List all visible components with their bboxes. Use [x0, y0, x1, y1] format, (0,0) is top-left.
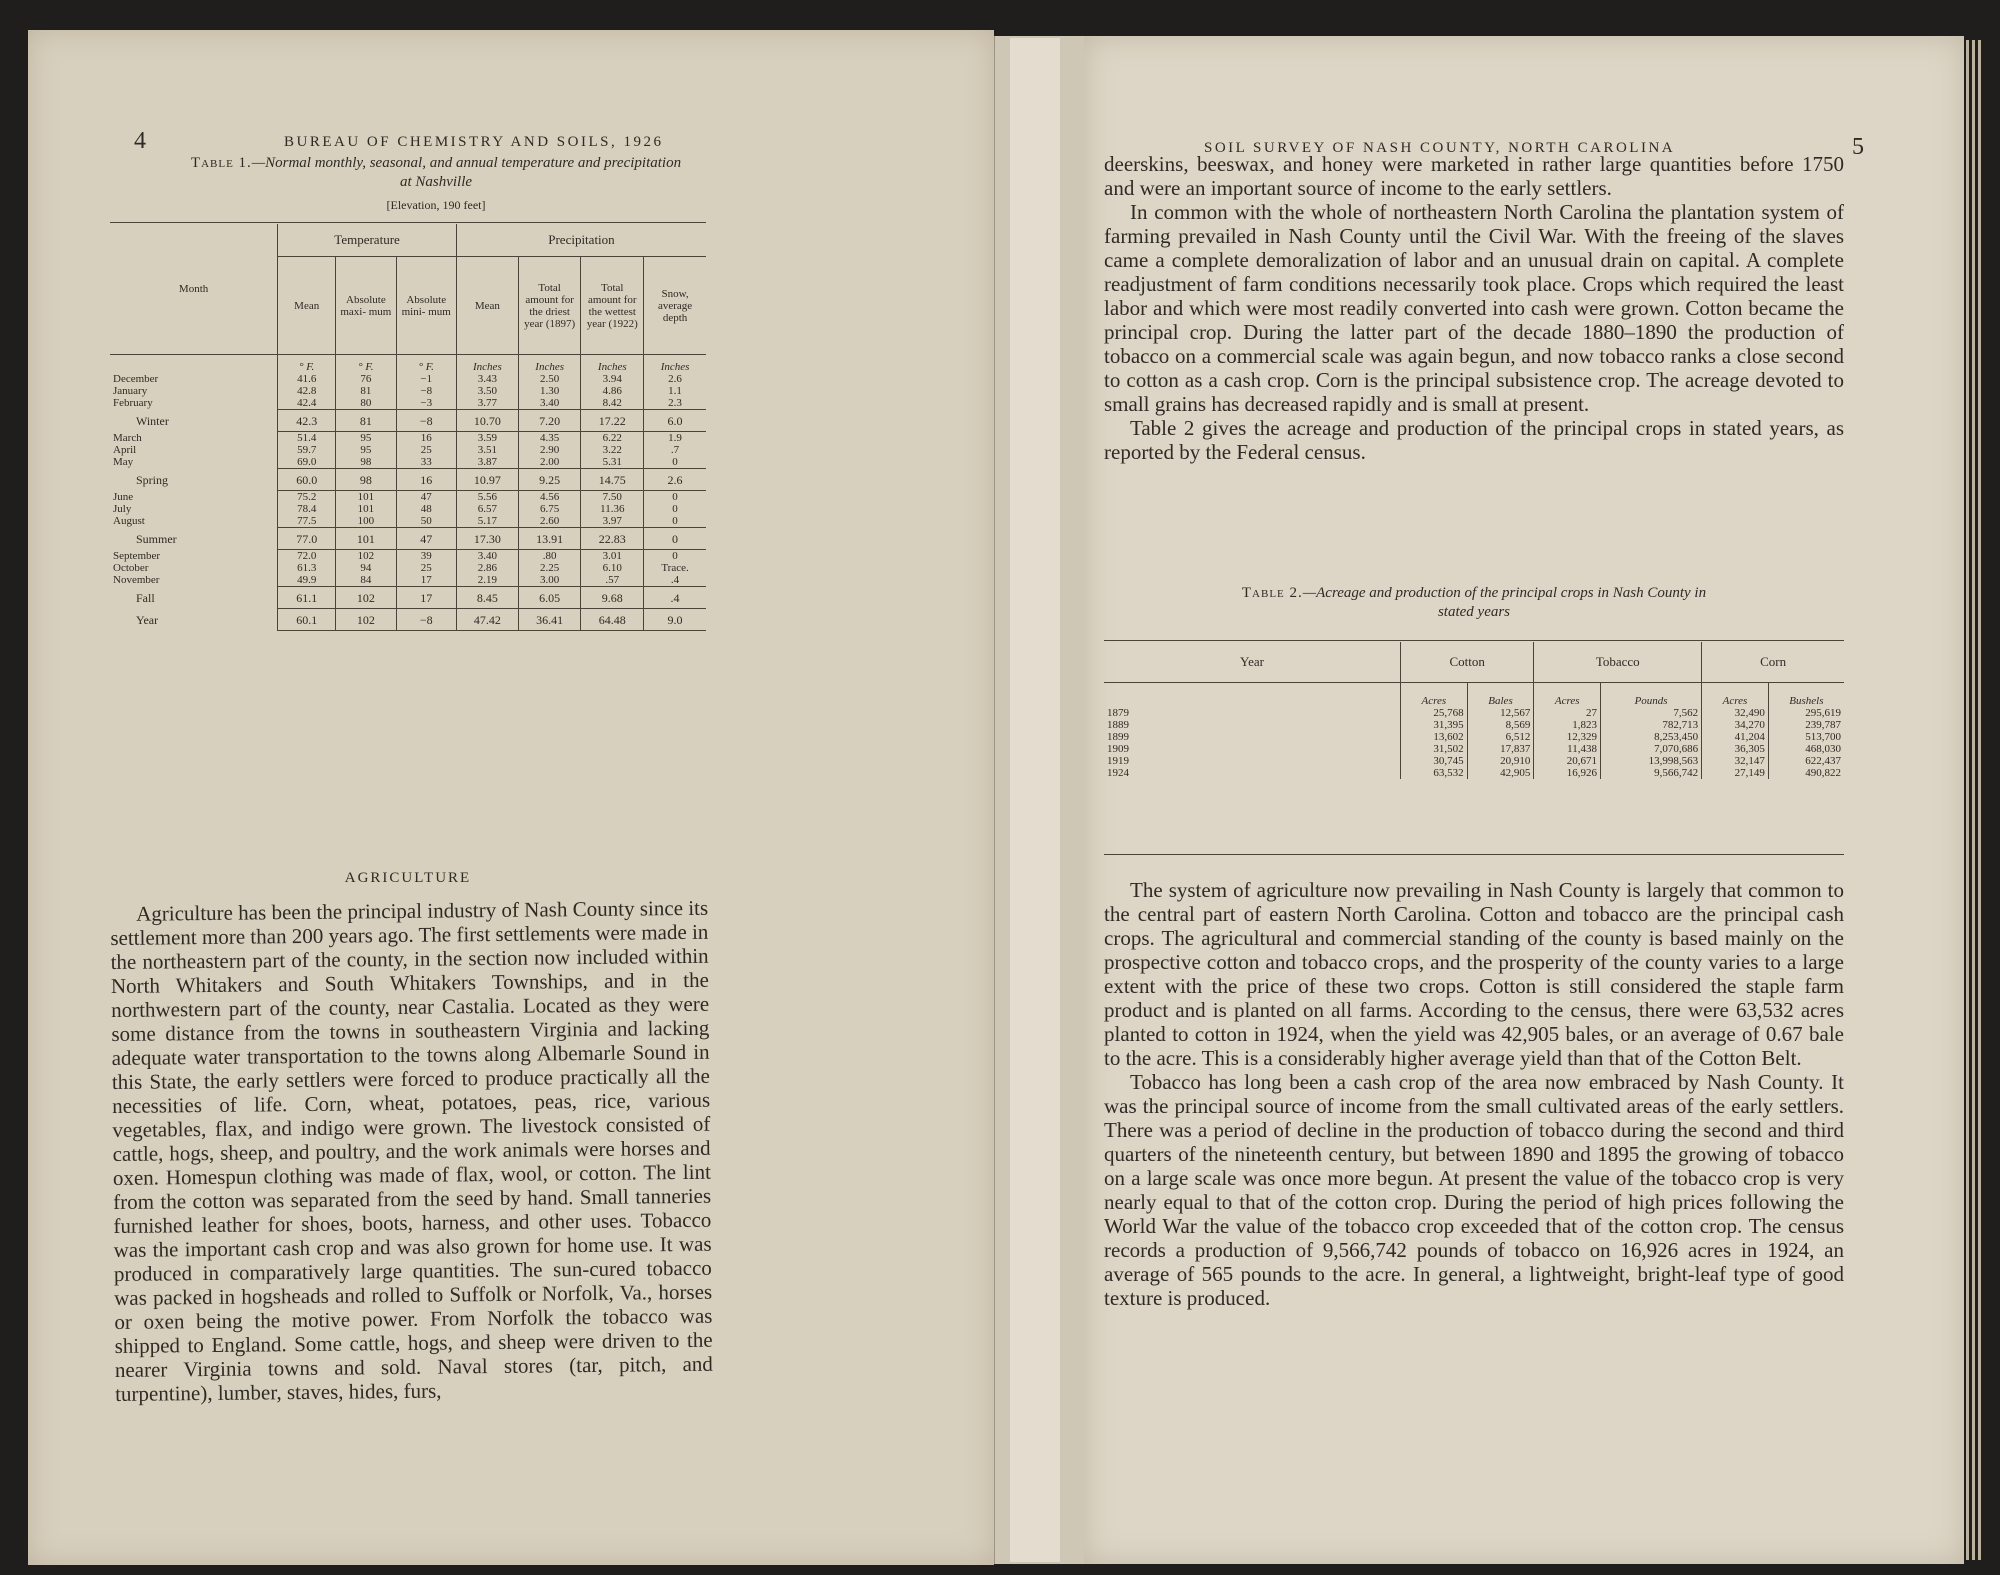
- table1-cell: 3.51: [456, 444, 518, 456]
- table2-row: [1104, 707, 1844, 719]
- table1-col-snow: Snow, average depth: [644, 257, 706, 355]
- table1-cell: 6.10: [581, 562, 644, 574]
- table1-cell: 3.43: [456, 373, 518, 385]
- table2-cell: 16,926: [1534, 767, 1601, 779]
- table1-top-rule: [110, 222, 706, 223]
- table1-body: [110, 355, 706, 631]
- table1-cell: 14.75: [581, 469, 644, 491]
- system-paragraph: The system of agriculture now prevailing in Nash County is largely that common to the central part of eastern North Carolina. Cotton and tobacco are the principal cash crops. The agricultural and commercial standing of the county is based mainly on the prospective cotton and tobacco crops, and the prosperity of the county varies to a large extent with the price of these two crops. Cotton is still considered the staple farm product and is planted on all farms. According to the census, there were 63,532 acres planted to cotton in 1924, when the yield was 42,905 bales, or an average of 0.67 bale to the acre. This is a considerably higher average yield than that of the Cotton Belt.: [1104, 878, 1844, 1070]
- table1-month-row: [110, 515, 706, 528]
- table1-cell: 25: [396, 444, 456, 456]
- table1-cell: 81: [336, 410, 396, 432]
- table2-cell: 27: [1534, 707, 1601, 719]
- table2-cell: 20,910: [1467, 755, 1534, 767]
- table2-cell: 31,395: [1401, 719, 1468, 731]
- table1-cell: 39: [396, 550, 456, 563]
- table2-cell: 6,512: [1467, 731, 1534, 743]
- table2-label: Table 2.: [1241, 585, 1303, 601]
- table1-title-line1: —Normal monthly, seasonal, and annual temperature and precipitation: [251, 155, 682, 171]
- table1-elevation-note: [Elevation, 190 feet]: [386, 198, 486, 212]
- table1-cell: 0: [644, 491, 706, 504]
- table1-cell: 0: [644, 550, 706, 563]
- table1-cell: 2.90: [518, 444, 581, 456]
- table1-month-row: [110, 373, 706, 385]
- table1-group-precipitation: Precipitation: [456, 224, 706, 257]
- table2-cell: 12,567: [1467, 707, 1534, 719]
- table1-col-driest: Total amount for the driest year (1897): [518, 257, 581, 355]
- table2-cell: 42,905: [1467, 767, 1534, 779]
- table2-cell: 32,490: [1702, 707, 1769, 719]
- table1-unit: ° F.: [278, 355, 336, 374]
- table1-row-label: Winter: [136, 413, 169, 428]
- right-page-number: 5: [1852, 134, 1864, 160]
- table1-row-label: Summer: [136, 531, 177, 546]
- table1-cell: 3.00: [518, 574, 581, 587]
- table1-cell: 3.87: [456, 456, 518, 469]
- table1-cell: 8.42: [581, 397, 644, 410]
- table1-row-label: May: [113, 456, 134, 468]
- table1-col-abs-max: Absolute maxi- mum: [336, 257, 396, 355]
- table2-row-year: 1919: [1107, 755, 1129, 767]
- table1-cell: 36.41: [518, 609, 581, 631]
- table2-cell: 32,147: [1702, 755, 1769, 767]
- table1-cell: 3.97: [581, 515, 644, 528]
- table1-cell: 3.77: [456, 397, 518, 410]
- table1-cell: 3.01: [581, 550, 644, 563]
- table2-cell: 490,822: [1768, 767, 1844, 779]
- table1-group-temperature: Temperature: [278, 224, 457, 257]
- table1-cell: 59.7: [278, 444, 336, 456]
- table2-unit: Bales: [1467, 683, 1534, 708]
- table1-cell: −1: [396, 373, 456, 385]
- table1-month-row: [110, 491, 706, 504]
- table1-cell: 60.1: [278, 609, 336, 631]
- table1-cell: 81: [336, 385, 396, 397]
- table1-cell: 25: [396, 562, 456, 574]
- page-edge: [1978, 40, 1981, 1560]
- table1-cell: 2.19: [456, 574, 518, 587]
- table1-cell: 16: [396, 432, 456, 445]
- table1-cell: 16: [396, 469, 456, 491]
- table1-cell: 2.6: [644, 469, 706, 491]
- table2-row: [1104, 755, 1844, 767]
- left-page: [28, 30, 994, 1565]
- table1-cell: 2.00: [518, 456, 581, 469]
- table2-row: [1104, 731, 1844, 743]
- table1-col-month: Month: [178, 283, 209, 295]
- table1-cell: 77.0: [278, 528, 336, 550]
- table1-title-line2: at Nashville: [399, 174, 473, 190]
- table2-unit: Acres: [1401, 683, 1468, 708]
- table1: [110, 224, 706, 631]
- table1-cell: 69.0: [278, 456, 336, 469]
- table1-cell: 7.50: [581, 491, 644, 504]
- table1-cell: 77.5: [278, 515, 336, 528]
- table2-cell: 7,562: [1601, 707, 1702, 719]
- table1-cell: 3.94: [581, 373, 644, 385]
- table1-row-label: September: [113, 549, 161, 562]
- table2-cell: 13,602: [1401, 731, 1468, 743]
- table1-cell: 8.45: [456, 587, 518, 609]
- table1-cell: 75.2: [278, 491, 336, 504]
- table1-cell: 2.50: [518, 373, 581, 385]
- table1-cell: 1.9: [644, 432, 706, 445]
- table1-cell: 42.3: [278, 410, 336, 432]
- table1-unit: Inches: [644, 355, 706, 374]
- table2: [1104, 642, 1844, 779]
- table1-row-label: Year: [136, 612, 159, 627]
- table1-unit: ° F.: [396, 355, 456, 374]
- table1-cell: 76: [336, 373, 396, 385]
- table1-cell: .80: [518, 550, 581, 563]
- right-top-text: [1104, 152, 1844, 464]
- table1-cell: −8: [396, 385, 456, 397]
- table2-cell: 34,270: [1702, 719, 1769, 731]
- table1-units-row: [110, 355, 706, 374]
- table2-body: [1104, 683, 1844, 780]
- table1-cell: 5.31: [581, 456, 644, 469]
- table1-cell: 17: [396, 587, 456, 609]
- table2-cell: 27,149: [1702, 767, 1769, 779]
- table1-cell: 84: [336, 574, 396, 587]
- table1-cell: 48: [396, 503, 456, 515]
- table1-cell: 47: [396, 528, 456, 550]
- table1-cell: 6.0: [644, 410, 706, 432]
- table1-month-row: [110, 432, 706, 445]
- table1-cell: 4.35: [518, 432, 581, 445]
- table1-cell: 9.68: [581, 587, 644, 609]
- table2-cell: 36,305: [1702, 743, 1769, 755]
- table1-cell: 2.3: [644, 397, 706, 410]
- binding-tape: [1010, 38, 1060, 1562]
- table2-intro-paragraph: Table 2 gives the acreage and production of the principal crops in stated years, as reported by the Federal census.: [1104, 416, 1844, 464]
- table1-cell: 3.40: [456, 550, 518, 563]
- table1-row-label: August: [113, 515, 145, 527]
- table2-cell: 239,787: [1768, 719, 1844, 731]
- table1-month-row: [110, 397, 706, 410]
- table1-row-label: November: [113, 574, 160, 586]
- page-edge: [1966, 40, 1969, 1560]
- table1-month-row: [110, 456, 706, 469]
- table1-cell: 13.91: [518, 528, 581, 550]
- table1-cell: 22.83: [581, 528, 644, 550]
- table1-month-row: [110, 503, 706, 515]
- table2-row: [1104, 743, 1844, 755]
- table2-cell: 13,998,563: [1601, 755, 1702, 767]
- tobacco-paragraph: Tobacco has long been a cash crop of the area now embraced by Nash County. It was the principal source of income from the small cultivated areas of the early settlers. There was a period of decline in the production of tobacco during the second and third quarters of the nineteenth century, but between 1890 and 1895 the growing of tobacco on a large scale was once more begun. At present the value of the tobacco crop is very nearly equal to that of the cotton crop. During the period of high prices following the World War the value of the tobacco crop exceeded that of the cotton crop. The census records a production of 9,566,742 pounds of tobacco on 16,926 acres in 1924, an average of 565 pounds to the acre. In general, a lightweight, bright-leaf type of good texture is produced.: [1104, 1070, 1844, 1310]
- table1-cell: 0: [644, 456, 706, 469]
- table1-cell: 78.4: [278, 503, 336, 515]
- table2-cell: 41,204: [1702, 731, 1769, 743]
- table1-cell: 11.36: [581, 503, 644, 515]
- table2-cell: 468,030: [1768, 743, 1844, 755]
- table1-season-row: [110, 469, 706, 491]
- table2-cell: 622,437: [1768, 755, 1844, 767]
- table1-cell: 2.60: [518, 515, 581, 528]
- table1-cell: 51.4: [278, 432, 336, 445]
- table2-cell: 1,823: [1534, 719, 1601, 731]
- table1-cell: 1.1: [644, 385, 706, 397]
- table1-row-label: July: [113, 503, 132, 515]
- table1-cell: 9.0: [644, 609, 706, 631]
- table2-unit: Acres: [1702, 683, 1769, 708]
- table2-cell: 9,566,742: [1601, 767, 1702, 779]
- table2-cell: 12,329: [1534, 731, 1601, 743]
- table1-unit: Inches: [456, 355, 518, 374]
- table1-cell: 3.40: [518, 397, 581, 410]
- table1-units-blank: [110, 355, 278, 374]
- table1-cell: .4: [644, 587, 706, 609]
- table1-cell: 98: [336, 469, 396, 491]
- table1-unit: Inches: [518, 355, 581, 374]
- table1-caption: [136, 154, 736, 192]
- right-bottom-text: [1104, 878, 1844, 1310]
- table1-cell: 101: [336, 491, 396, 504]
- table2-group-tobacco: Tobacco: [1534, 642, 1702, 683]
- table1-cell: Trace.: [644, 562, 706, 574]
- agriculture-text: Agriculture has been the principal industry of Nash County since its settlement more than 200 years ago. The first settlements were made in the northeastern part of the county, in the section now included within North Whitakers and South Whitakers Townships, and in the northwestern part of the county, near Castalia. Located as they were some distance from the towns in southeastern Virginia and lacking adequate water transportation to the towns along Albemarle Sound in this State, the early settlers were forced to produce practically all the necessities of life. Corn, wheat, potatoes, peas, rice, various vegetables, flax, and indigo were grown. The livestock consisted of cattle, hogs, sheep, and poultry, and the work animals were horses and oxen. Homespun clothing was made of flax, wool, or cotton. The lint from the cotton was separated from the seed by hand. Small tanneries furnished leather for shoes, boots, harness, and other uses. Tobacco was the important cash crop and was also grown for home use. It was produced in comparatively large quantities. The sun-cured tobacco was packed in hogsheads and rolled to Suffolk or Norfolk, Va., horses or oxen being the motive power. From Norfolk the tobacco was shipped to England. Some cattle, hogs, and sheep were driven to the nearer Virginia towns and sold. Naval stores (tar, pitch, and turpentine), lumber, staves, hides, furs,: [110, 895, 713, 1406]
- table1-unit: ° F.: [336, 355, 396, 374]
- left-running-head: BUREAU OF CHEMISTRY AND SOILS, 1926: [284, 134, 664, 150]
- right-running-head: SOIL SURVEY OF NASH COUNTY, NORTH CAROLINA: [1204, 140, 1676, 156]
- table1-month-row: [110, 550, 706, 563]
- table2-row: [1104, 767, 1844, 779]
- table1-cell: 1.30: [518, 385, 581, 397]
- table1-cell: 6.75: [518, 503, 581, 515]
- table2-cell: 8,569: [1467, 719, 1534, 731]
- table1-cell: 41.6: [278, 373, 336, 385]
- table2-title-line2: stated years: [1437, 604, 1511, 620]
- table1-cell: 47.42: [456, 609, 518, 631]
- table1-cell: −8: [396, 609, 456, 631]
- table1-cell: −8: [396, 410, 456, 432]
- table2-cell: 513,700: [1768, 731, 1844, 743]
- table1-cell: 9.25: [518, 469, 581, 491]
- agriculture-paragraph: [110, 896, 713, 1406]
- table2-row-year: 1924: [1107, 767, 1129, 779]
- right-page: [1084, 36, 1964, 1564]
- table1-cell: 95: [336, 432, 396, 445]
- table1-cell: −3: [396, 397, 456, 410]
- table1-cell: 64.48: [581, 609, 644, 631]
- table2-unit: Acres: [1534, 683, 1601, 708]
- table1-row-label: Spring: [136, 472, 169, 487]
- table2-cell: 782,713: [1601, 719, 1702, 731]
- table2-units-row: [1104, 683, 1844, 708]
- table1-cell: 101: [336, 503, 396, 515]
- table1-cell: 61.3: [278, 562, 336, 574]
- table1-row-label: March: [113, 431, 142, 444]
- table2-row-year: 1909: [1107, 743, 1129, 755]
- table1-season-row: [110, 410, 706, 432]
- table2-cell: 11,438: [1534, 743, 1601, 755]
- table1-cell: 17.22: [581, 410, 644, 432]
- table1-row-label: April: [113, 444, 137, 456]
- table1-season-row: [110, 609, 706, 631]
- table1-cell: 3.59: [456, 432, 518, 445]
- table1-cell: 49.9: [278, 574, 336, 587]
- table1-cell: 72.0: [278, 550, 336, 563]
- table1-cell: 95: [336, 444, 396, 456]
- table1-cell: 5.56: [456, 491, 518, 504]
- page-edge: [1972, 40, 1975, 1560]
- table2-cell: 295,619: [1768, 707, 1844, 719]
- table1-cell: 102: [336, 587, 396, 609]
- table1-cell: 0: [644, 515, 706, 528]
- table1-col-mean-temp: Mean: [278, 257, 336, 355]
- table2-caption: [1104, 584, 1844, 622]
- table2-cell: 63,532: [1401, 767, 1468, 779]
- table2-cell: 20,671: [1534, 755, 1601, 767]
- table1-label: Table 1.: [190, 155, 252, 171]
- table2-cell: 8,253,450: [1601, 731, 1702, 743]
- table2-row-year: 1899: [1107, 731, 1129, 743]
- table1-season-row: [110, 587, 706, 609]
- table2-group-cotton: Cotton: [1401, 642, 1534, 683]
- agriculture-heading: AGRICULTURE: [344, 870, 472, 886]
- table2-row-year: 1889: [1107, 719, 1129, 731]
- table1-month-row: [110, 385, 706, 397]
- table2-unit: Pounds: [1601, 683, 1702, 708]
- table2-cell: 25,768: [1401, 707, 1468, 719]
- table2-row: [1104, 719, 1844, 731]
- table1-cell: 3.50: [456, 385, 518, 397]
- table1-row-label: Fall: [136, 590, 155, 605]
- table1-cell: .7: [644, 444, 706, 456]
- table2-cell: 7,070,686: [1601, 743, 1702, 755]
- table1-cell: 0: [644, 503, 706, 515]
- table1-cell: 42.8: [278, 385, 336, 397]
- table2-cell: 31,502: [1401, 743, 1468, 755]
- table1-cell: .4: [644, 574, 706, 587]
- table1-season-row: [110, 528, 706, 550]
- table2-title-line1: —Acreage and production of the principal crops in Nash County in: [1302, 585, 1707, 601]
- table1-cell: 10.97: [456, 469, 518, 491]
- table1-cell: 6.57: [456, 503, 518, 515]
- table2-cell: 17,837: [1467, 743, 1534, 755]
- table1-cell: 2.6: [644, 373, 706, 385]
- table1-cell: 60.0: [278, 469, 336, 491]
- table1-cell: 17: [396, 574, 456, 587]
- table1-row-label: December: [113, 373, 159, 385]
- left-page-number: 4: [134, 128, 146, 154]
- table1-cell: 17.30: [456, 528, 518, 550]
- table1-row-label: January: [113, 385, 148, 397]
- table2-units-blank: [1104, 683, 1401, 708]
- table1-row-label: October: [113, 562, 149, 574]
- table1-col-abs-min: Absolute mini- mum: [396, 257, 456, 355]
- table1-col-wettest: Total amount for the wettest year (1922): [581, 257, 644, 355]
- table1-cell: 0: [644, 528, 706, 550]
- table1-cell: 6.22: [581, 432, 644, 445]
- table1-cell: 2.86: [456, 562, 518, 574]
- table2-bottom-rule: [1104, 854, 1844, 855]
- table1-month-row: [110, 562, 706, 574]
- table1-unit: Inches: [581, 355, 644, 374]
- table1-cell: 94: [336, 562, 396, 574]
- table1-cell: 2.25: [518, 562, 581, 574]
- table1-cell: 102: [336, 609, 396, 631]
- table1-month-row: [110, 574, 706, 587]
- table2-col-year: Year: [1104, 642, 1401, 683]
- table1-cell: 7.20: [518, 410, 581, 432]
- table2-unit: Bushels: [1768, 683, 1844, 708]
- table1-cell: 4.56: [518, 491, 581, 504]
- table1-cell: 10.70: [456, 410, 518, 432]
- table1-cell: 42.4: [278, 397, 336, 410]
- table2-cell: 30,745: [1401, 755, 1468, 767]
- table1-cell: 33: [396, 456, 456, 469]
- table1-col-mean-precip: Mean: [456, 257, 518, 355]
- table1-row-label: June: [113, 490, 134, 503]
- plantation-paragraph: In common with the whole of northeastern North Carolina the plantation system of farming prevailed in Nash County until the Civil War. With the freeing of the slaves came a complete demoralization of labor and an unusual drain on capital. A complete readjustment of farm conditions necessarily took place. Crops which required the least labor and which were most readily converted into cash were grown. Cotton became the principal crop. During the latter part of the decade 1880–1890 the production of tobacco on a commercial scale was again begun, and now tobacco ranks a close second to cotton as a cash crop. Corn is the principal subsistence crop. The acreage devoted to small grains has decreased rapidly and is small at present.: [1104, 200, 1844, 416]
- table1-row-label: February: [113, 397, 153, 409]
- table2-top-rule: [1104, 640, 1844, 641]
- table1-cell: 61.1: [278, 587, 336, 609]
- table1-cell: .57: [581, 574, 644, 587]
- table1-cell: 50: [396, 515, 456, 528]
- table1-cell: 80: [336, 397, 396, 410]
- continued-paragraph: deerskins, beeswax, and honey were marketed in rather large quantities before 1750 and were an important source of income to the early settlers.: [1104, 152, 1844, 200]
- table2-group-corn: Corn: [1702, 642, 1844, 683]
- table1-cell: 6.05: [518, 587, 581, 609]
- table1-cell: 102: [336, 550, 396, 563]
- table1-cell: 4.86: [581, 385, 644, 397]
- table1-cell: 98: [336, 456, 396, 469]
- table1-month-row: [110, 444, 706, 456]
- table2-row-year: 1879: [1107, 707, 1129, 719]
- table1-cell: 101: [336, 528, 396, 550]
- table1-cell: 3.22: [581, 444, 644, 456]
- table1-cell: 5.17: [456, 515, 518, 528]
- table1-cell: 100: [336, 515, 396, 528]
- table1-cell: 47: [396, 491, 456, 504]
